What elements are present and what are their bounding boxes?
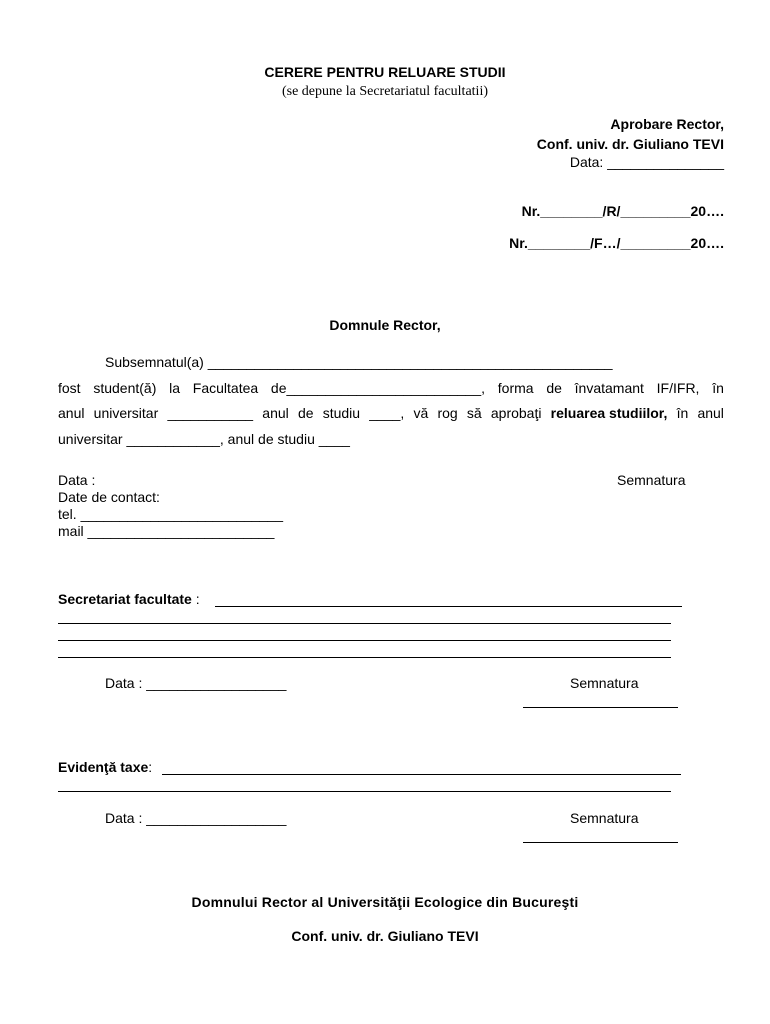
registration-number-f[interactable]: Nr.________/F…/_________20…. [509,235,724,251]
body-line-study-year: universitar ____________, anul de studiu ____ [58,431,350,447]
body-line-academic-year [58,405,724,421]
body-line-faculty [58,380,724,396]
secretariat-section [58,591,200,607]
body-word: anul [262,405,289,421]
tel-field[interactable]: tel. __________________________ [58,506,284,522]
body-word[interactable]: ___________ [167,405,254,421]
body-word: vă [413,405,429,421]
form-subtitle: (se depune la Secretariatul facultatii) [281,84,488,99]
salutation: Domnule Rector, [329,317,441,333]
body-word[interactable]: ____, [369,405,405,421]
body-word: studiu [322,405,361,421]
body-word: forma [497,380,534,396]
secretariat-line-2[interactable] [58,623,671,624]
body-word: universitar [93,405,159,421]
approval-title: Aprobare Rector, [610,116,724,132]
body-word: anul [697,405,724,421]
secretariat-label: Secretariat facultate [58,591,192,607]
body-word: în [712,380,724,396]
approval-rector-name: Conf. univ. dr. Giuliano TEVI [536,136,724,152]
fees-signature-label: Semnatura [570,810,639,826]
fees-colon: : [148,759,153,775]
applicant-signature-label: Semnatura [617,472,686,488]
form-title: CERERE PENTRU RELUARE STUDII [264,64,506,80]
secretariat-line-1[interactable] [215,606,682,607]
body-word: aprobaţi [490,405,542,421]
fees-signature-line[interactable] [523,842,678,843]
applicant-date-label: Data : [58,472,96,488]
body-word: Facultatea [192,380,259,396]
body-word: să [466,405,482,421]
body-word: anul [58,405,85,421]
fees-date-field[interactable]: Data : __________________ [105,810,287,826]
registration-number-r[interactable]: Nr.________/R/_________20…. [521,203,724,219]
footer-addressee: Domnului Rector al Universităţii Ecologice din Bucureşti [191,894,579,910]
secretariat-signature-line[interactable] [523,707,678,708]
body-word: învatamant [574,380,644,396]
body-word: la [169,380,181,396]
secretariat-line-3[interactable] [58,640,671,641]
secretariat-line-4[interactable] [58,657,671,658]
body-word: reluarea studiilor, [550,405,668,421]
body-word: student(ă) [93,380,157,396]
fees-line-1[interactable] [162,774,681,775]
body-word: rog [437,405,458,421]
applicant-name-field[interactable]: Subsemnatul(a) ____________________________________________________ [105,354,613,370]
approval-date-field[interactable]: Data: _______________ [569,154,724,170]
body-word: fost [58,380,81,396]
footer-rector-name: Conf. univ. dr. Giuliano TEVI [291,928,479,944]
secretariat-date-field[interactable]: Data : __________________ [105,675,287,691]
body-word: în [676,405,689,421]
secretariat-colon: : [191,591,200,607]
mail-field[interactable]: mail ________________________ [58,523,275,539]
fees-line-2[interactable] [58,791,671,792]
fees-label: Evidenţă taxe [58,759,149,775]
secretariat-signature-label: Semnatura [570,675,639,691]
contact-label: Date de contact: [58,489,160,505]
body-word[interactable]: de_________________________, [270,380,486,396]
fees-section [58,759,152,775]
body-word: de [297,405,314,421]
body-word: de [546,380,562,396]
body-word: IF/IFR, [656,380,700,396]
